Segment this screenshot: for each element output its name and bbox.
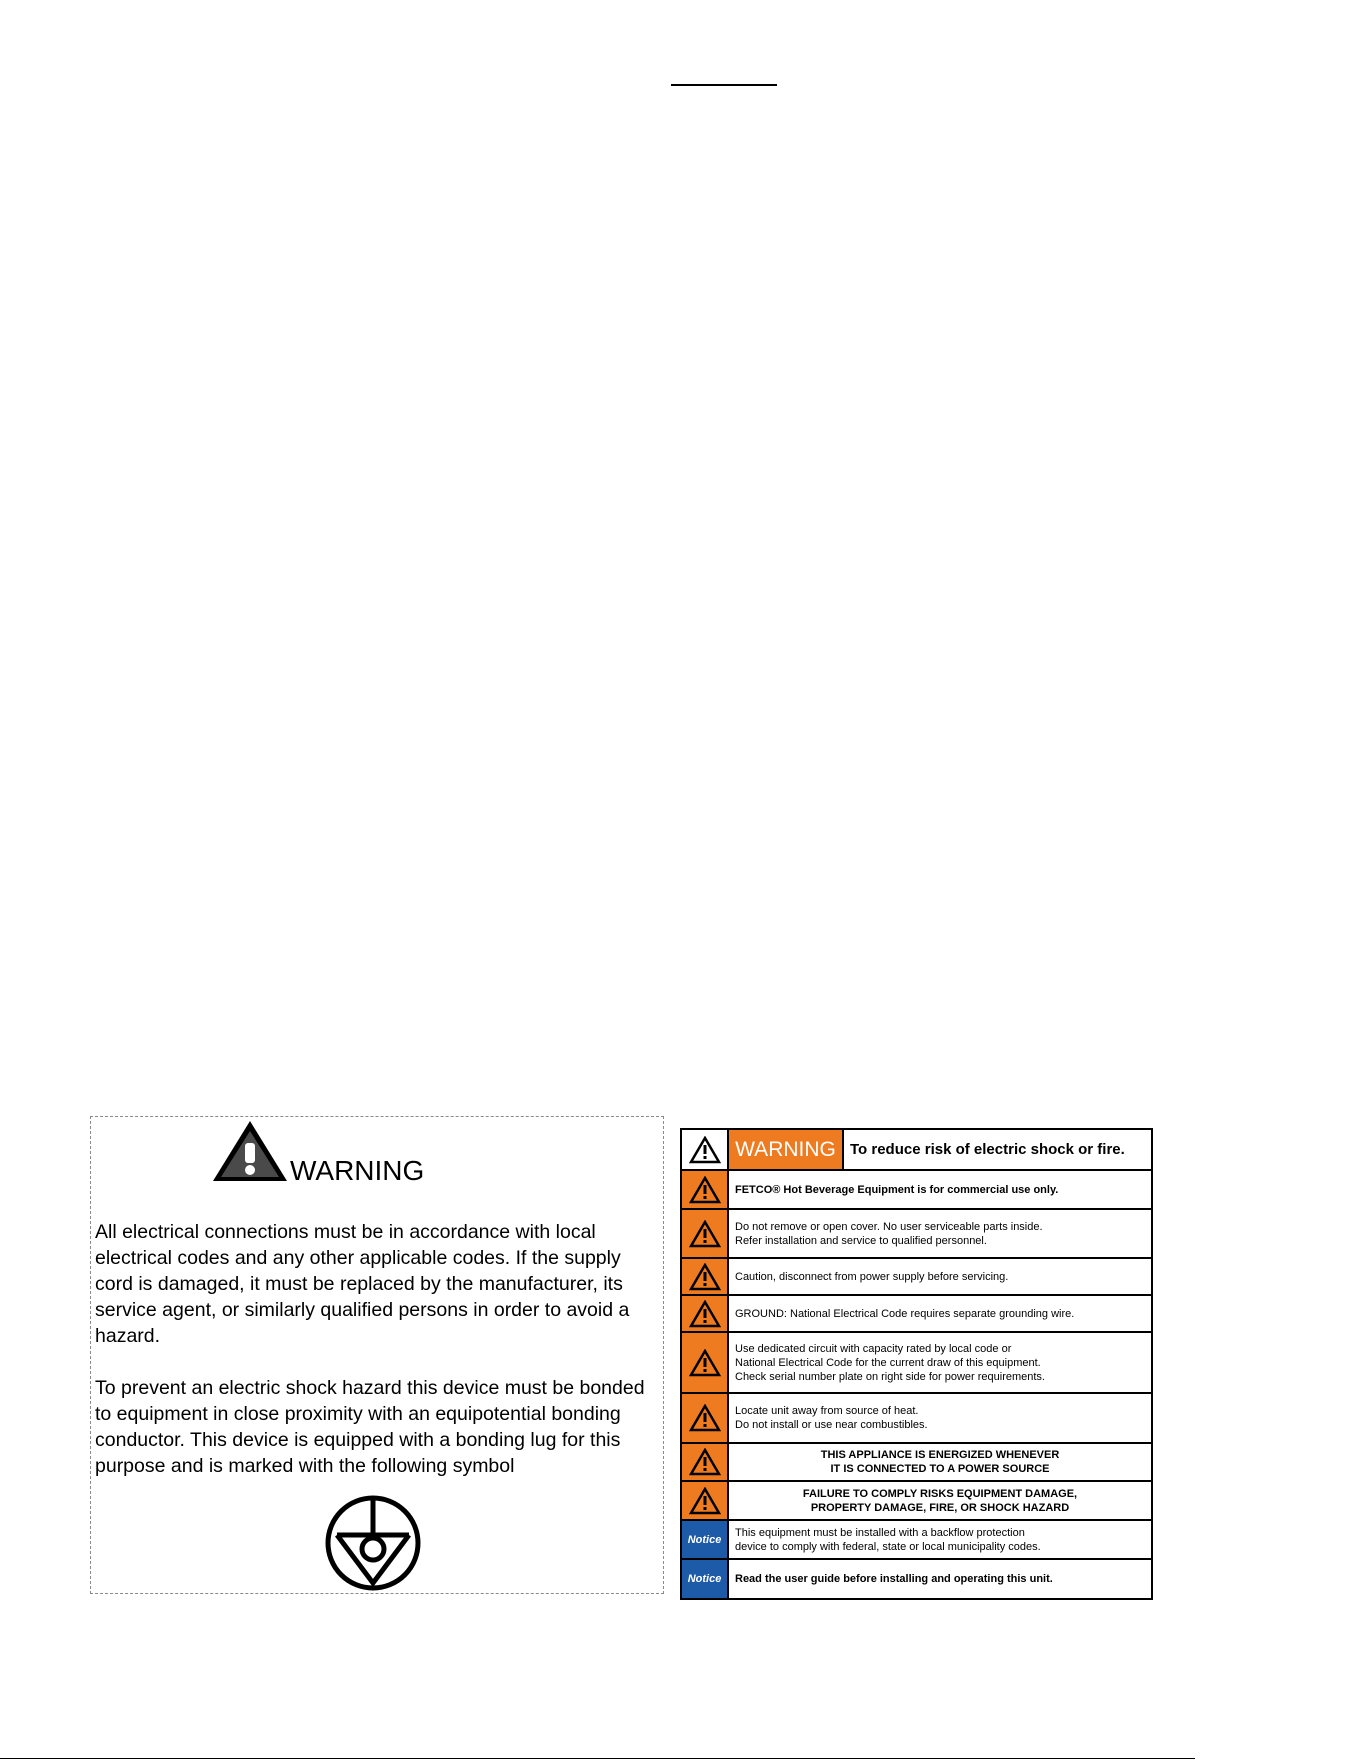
label-row [682,1171,1151,1210]
label-row-line: FAILURE TO COMPLY RISKS EQUIPMENT DAMAGE, [802,1487,1078,1500]
caution-triangle-icon [682,1444,729,1480]
label-row [682,1394,1151,1444]
label-row-text [729,1296,1151,1331]
label-header-text: To reduce risk of electric shock or fire. [850,1141,1125,1158]
notice-badge [682,1560,729,1598]
label-row-text [729,1444,1151,1480]
title-underline [671,84,777,86]
label-row-line: FETCO® Hot Beverage Equipment is for commercial use only. [735,1183,1059,1196]
bonding-paragraph: To prevent an electric shock hazard this device must be bonded to equipment in close proximity with an equipotential bonding conductor. This device is equipped with a bonding lug for this purpose and is marked with the following symbol [95,1377,645,1477]
notice-word: Notice [687,1573,722,1585]
label-row [682,1210,1151,1259]
safety-label [680,1128,1153,1600]
notice-line: device to comply with federal, state or local municipality codes. [735,1540,1041,1553]
label-row-line: National Electrical Code for the current draw of this equipment. [735,1356,1041,1369]
label-row-line: PROPERTY DAMAGE, FIRE, OR SHOCK HAZARD [810,1501,1070,1514]
label-row-text [729,1333,1151,1392]
footer-rule [0,1758,1195,1759]
caution-triangle-icon [682,1259,729,1294]
label-header-row [682,1130,1151,1171]
label-row [682,1482,1151,1521]
label-row-line: Check serial number plate on right side for power requirements. [735,1370,1045,1383]
label-row-text [729,1482,1151,1519]
caution-triangle-icon [682,1482,729,1519]
caution-triangle-icon [682,1130,729,1169]
label-row-line: Do not remove or open cover. No user serviceable parts inside. [735,1220,1043,1233]
warning-heading: WARNING [290,1155,425,1186]
notice-line: This equipment must be installed with a backflow protection [735,1526,1025,1539]
caution-triangle-icon [682,1296,729,1331]
label-row-text [729,1210,1151,1257]
warning-header [211,1119,451,1189]
label-row-text [729,1394,1151,1442]
label-row-line: IT IS CONNECTED TO A POWER SOURCE [830,1463,1050,1475]
label-row-line: Locate unit away from source of heat. [735,1405,919,1417]
label-row [682,1296,1151,1333]
label-row-line: Use dedicated circuit with capacity rated by local code or [735,1342,1012,1355]
label-row-line: Caution, disconnect from power supply before servicing. [735,1270,1009,1283]
label-row-text [729,1259,1151,1294]
notice-text [729,1521,1151,1558]
label-row [682,1259,1151,1296]
warning-triangle-icon [211,1119,289,1183]
notice-line: Read the user guide before installing and operating this unit. [735,1573,1053,1585]
electrical-warning-box [90,1116,664,1594]
label-warning-word: WARNING [729,1130,844,1169]
label-row-text [729,1171,1151,1208]
label-row-line: THIS APPLIANCE IS ENERGIZED WHENEVER [820,1449,1060,1461]
notice-row [682,1521,1151,1560]
caution-triangle-icon [682,1171,729,1208]
label-row-line: Refer installation and service to qualified personnel. [735,1234,987,1247]
equipotential-bonding-icon [325,1495,421,1591]
notice-row [682,1560,1151,1598]
label-row-line: GROUND: National Electrical Code requires separate grounding wire. [735,1307,1075,1320]
caution-triangle-icon [682,1394,729,1442]
label-row [682,1444,1151,1482]
notice-word: Notice [687,1533,722,1546]
label-row-line: Do not install or use near combustibles. [735,1419,928,1431]
caution-triangle-icon [682,1210,729,1257]
label-row [682,1333,1151,1394]
caution-triangle-icon [682,1333,729,1392]
electrical-codes-paragraph: All electrical connections must be in accordance with local electrical codes and any other applicable codes. If the supply cord is damaged, it must be replaced by the manufacturer, its service agent, or similarly qualified persons in order to avoid a hazard. [95,1221,630,1347]
notice-text [729,1560,1151,1598]
notice-badge [682,1521,729,1558]
